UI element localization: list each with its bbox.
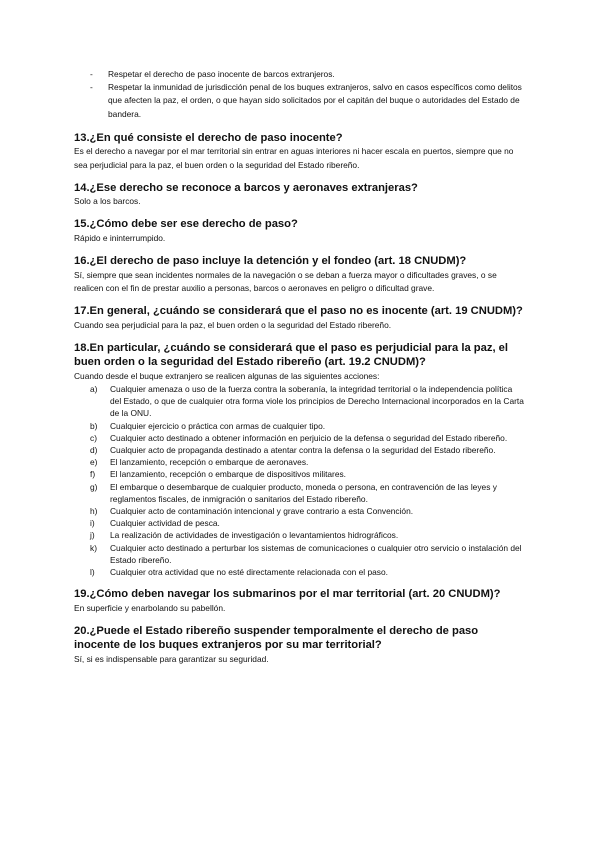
question-13 [74,131,524,172]
bullet-item: - Respetar la inmunidad de jurisdicción penal de los buques extranjeros, salvo en casos específicos como delitos que afecten la paz, el orden, o que hayan sido solicitados por el capitán del buque o autoridades del Estado de bandera. [90,82,522,119]
answer-text: Rápido e ininterrumpido. [74,232,166,243]
actions-list [74,383,524,578]
question-heading: 20.¿Puede el Estado ribereño suspender temporalmente el derecho de paso inocente de los buques extranjeros por su mar territorial? [74,624,479,652]
list-item: k) Cualquier acto destinado a perturbar los sistemas de comunicaciones o cualquier otro servicio o instalación del Estado ribereño. [90,542,522,565]
bullet-item: - Respetar el derecho de paso inocente de barcos extranjeros. [74,68,524,81]
answer-text: Solo a los barcos. [74,196,141,207]
list-item: g) El embarque o desembarque de cualquier producto, moneda o persona, en contravención de las leyes y reglamentos fiscales, de inmigración o sanitarios del Estado ribereño. [90,481,497,504]
answer-text: Es el derecho a navegar por el mar territorial sin entrar en aguas interiores ni hacer escala en puertos, siempre que no sea perjudicial para la paz, el buen orden o la seguridad del Estado ribereño. [74,146,514,170]
bullet-mark: - [90,82,93,93]
question-15 [74,217,524,245]
question-17 [74,304,524,332]
list-item: e) El lanzamiento, recepción o embarque de aeronaves. [90,457,309,468]
list-item: h) Cualquier acto de contaminación intencional y grave contrario a esta Convención. [90,505,414,516]
list-item: l) Cualquier otra actividad que no esté directamente relacionada con el paso. [90,566,388,577]
list-item: a) Cualquier amenaza o uso de la fuerza contra la soberanía, la integridad territorial o la independencia política del Estado, o que de cualquier otra forma viole los principios de Derecho Internacional incorporados en la Carta de la ONU. [90,383,524,419]
question-19 [74,587,524,615]
intro-bullet-list [74,68,524,121]
list-item: j) La realización de actividades de investigación o levantamientos hidrográficos. [90,530,399,541]
answer-text: Sí, si es indispensable para garantizar su seguridad. [74,653,269,664]
question-heading: 15.¿Cómo debe ser ese derecho de paso? [74,218,298,231]
answer-text: En superficie y enarbolando su pabellón. [74,602,226,613]
bullet-mark: - [90,69,93,79]
question-14 [74,181,524,209]
list-item: b) Cualquier ejercicio o práctica con armas de cualquier tipo. [90,420,326,431]
list-item: d) Cualquier acto de propaganda destinado a atentar contra la defensa o la seguridad del Estado ribereño. [90,444,496,455]
answer-text: Cuando sea perjudicial para la paz, el buen orden o la seguridad del Estado ribereño. [74,319,392,330]
question-heading: 19.¿Cómo deben navegar los submarinos por el mar territorial (art. 20 CNUDM)? [74,588,501,601]
question-heading: 16.¿El derecho de paso incluye la detención y el fondeo (art. 18 CNUDM)? [74,255,467,268]
list-item: f) El lanzamiento, recepción o embarque de dispositivos militares. [90,469,347,480]
list-item: c) Cualquier acto destinado a obtener información en perjuicio de la defensa o seguridad del Estado ribereño. [90,432,508,443]
document-page [74,68,524,666]
question-heading: 18.En particular, ¿cuándo se considerará que el paso es perjudicial para la paz, el buen orden o la seguridad del Estado ribereño (art. 19.2 CNUDM)? [74,341,508,369]
question-16 [74,254,524,295]
answer-text: Sí, siempre que sean incidentes normales de la navegación o se deban a fuerza mayor o dificultades graves, o se realicen con el fin de prestar auxilio a personas, barcos o aeronaves en peligro o dificultad grave. [74,269,497,293]
list-item: i) Cualquier actividad de pesca. [90,518,220,529]
question-18 [74,341,524,578]
question-heading: 13.¿En qué consiste el derecho de paso inocente? [74,131,343,144]
question-heading: 17.En general, ¿cuándo se considerará que el paso no es inocente (art. 19 CNUDM)? [74,305,523,318]
answer-intro: Cuando desde el buque extranjero se realicen algunas de las siguientes acciones: [74,370,380,381]
question-20 [74,624,524,666]
question-heading: 14.¿Ese derecho se reconoce a barcos y aeronaves extranjeras? [74,181,418,194]
